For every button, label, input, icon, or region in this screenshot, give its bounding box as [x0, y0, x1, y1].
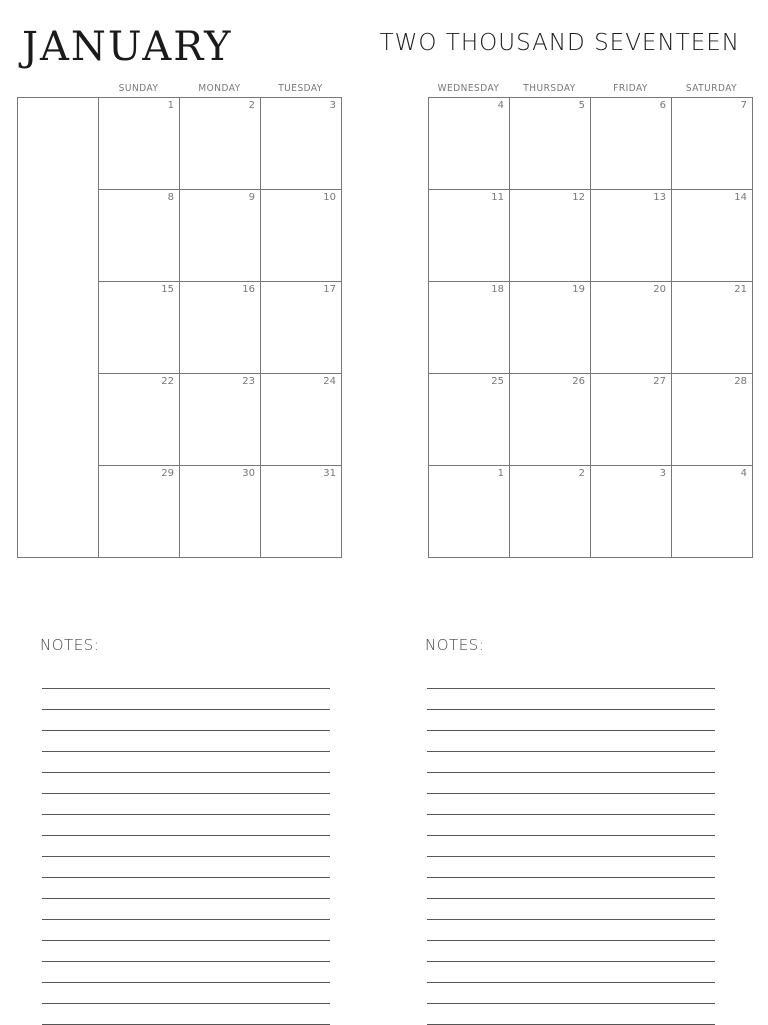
note-line[interactable]	[427, 941, 715, 962]
day-number: 23	[242, 376, 255, 387]
day-number: 7	[740, 100, 747, 111]
day-number: 15	[161, 284, 174, 295]
day-number: 25	[491, 376, 504, 387]
day-number: 16	[242, 284, 255, 295]
day-cell[interactable]	[510, 374, 591, 466]
day-number: 21	[734, 284, 747, 295]
month-title: JANUARY	[22, 24, 233, 70]
note-line[interactable]	[427, 962, 715, 983]
day-cell[interactable]	[672, 466, 753, 558]
day-number: 29	[161, 468, 174, 479]
day-number: 30	[242, 468, 255, 479]
day-number: 18	[491, 284, 504, 295]
day-header-saturday: SATURDAY	[685, 83, 738, 94]
day-number: 8	[167, 192, 174, 203]
day-number: 10	[323, 192, 336, 203]
day-cell[interactable]	[180, 466, 261, 558]
day-cell[interactable]	[261, 190, 342, 282]
day-cell[interactable]	[672, 98, 753, 190]
note-line[interactable]	[42, 899, 330, 920]
day-cell[interactable]	[429, 190, 510, 282]
note-line[interactable]	[427, 899, 715, 920]
day-number: 22	[161, 376, 174, 387]
note-line[interactable]	[42, 941, 330, 962]
day-cell[interactable]	[591, 190, 672, 282]
day-cell[interactable]	[261, 466, 342, 558]
day-header-friday: FRIDAY	[613, 83, 648, 94]
day-number: 28	[734, 376, 747, 387]
note-line[interactable]	[42, 689, 330, 710]
day-cell[interactable]	[261, 98, 342, 190]
day-cell[interactable]	[510, 190, 591, 282]
note-line[interactable]	[42, 668, 330, 689]
day-cell[interactable]	[429, 282, 510, 374]
day-cell[interactable]	[180, 98, 261, 190]
calendar-grid-right	[428, 97, 753, 558]
note-line[interactable]	[427, 857, 715, 878]
day-header-wednesday: WEDNESDAY	[437, 83, 500, 94]
notes-label: NOTES:	[425, 636, 485, 654]
day-cell[interactable]	[591, 374, 672, 466]
note-line[interactable]	[42, 794, 330, 815]
note-line[interactable]	[427, 794, 715, 815]
calendar-grid-left	[17, 97, 342, 558]
note-line[interactable]	[427, 710, 715, 731]
note-line[interactable]	[427, 836, 715, 857]
note-line[interactable]	[42, 857, 330, 878]
day-cell[interactable]	[429, 374, 510, 466]
day-number: 2	[578, 468, 585, 479]
day-header-tuesday: TUESDAY	[278, 83, 323, 94]
day-number: 9	[248, 192, 255, 203]
day-cell[interactable]	[99, 466, 180, 558]
day-cell[interactable]	[180, 374, 261, 466]
day-cell[interactable]	[99, 374, 180, 466]
day-number: 4	[497, 100, 504, 111]
day-header-blank	[17, 81, 98, 97]
day-cell[interactable]	[510, 466, 591, 558]
day-number: 11	[491, 192, 504, 203]
day-number: 12	[572, 192, 585, 203]
notes-label: NOTES:	[40, 636, 100, 654]
note-line[interactable]	[427, 815, 715, 836]
note-line[interactable]	[42, 731, 330, 752]
note-line[interactable]	[427, 731, 715, 752]
day-number: 1	[167, 100, 174, 111]
day-cell[interactable]	[99, 190, 180, 282]
day-cell[interactable]	[672, 374, 753, 466]
day-number: 19	[572, 284, 585, 295]
day-cell[interactable]	[180, 190, 261, 282]
day-header-thursday: THURSDAY	[523, 83, 576, 94]
notes-section-left	[40, 636, 330, 1025]
note-line[interactable]	[427, 773, 715, 794]
notes-section-right	[425, 636, 715, 1025]
day-cell[interactable]	[99, 282, 180, 374]
day-cell[interactable]	[672, 282, 753, 374]
day-number: 2	[248, 100, 255, 111]
day-number: 31	[323, 468, 336, 479]
day-cell[interactable]	[510, 282, 591, 374]
day-number: 26	[572, 376, 585, 387]
note-line[interactable]	[427, 1004, 715, 1025]
day-cell[interactable]	[261, 282, 342, 374]
day-header-row	[428, 81, 753, 97]
note-line[interactable]	[42, 878, 330, 899]
note-line[interactable]	[427, 668, 715, 689]
day-number: 3	[329, 100, 336, 111]
note-line[interactable]	[42, 1004, 330, 1025]
note-line[interactable]	[427, 920, 715, 941]
day-header-monday: MONDAY	[198, 83, 241, 94]
note-lines-left	[40, 668, 330, 1025]
day-cell[interactable]	[261, 374, 342, 466]
day-number: 24	[323, 376, 336, 387]
day-cell[interactable]	[180, 282, 261, 374]
day-cell[interactable]	[591, 466, 672, 558]
note-line[interactable]	[427, 878, 715, 899]
day-number: 17	[323, 284, 336, 295]
note-line[interactable]	[42, 983, 330, 1004]
note-line[interactable]	[427, 689, 715, 710]
note-lines-right	[425, 668, 715, 1025]
calendar-right-page	[428, 81, 753, 558]
note-line[interactable]	[42, 773, 330, 794]
day-number: 1	[497, 468, 504, 479]
day-number: 27	[653, 376, 666, 387]
day-cell[interactable]	[429, 466, 510, 558]
day-number: 5	[578, 100, 585, 111]
day-number: 6	[659, 100, 666, 111]
day-number: 20	[653, 284, 666, 295]
note-line[interactable]	[42, 920, 330, 941]
day-cell[interactable]	[429, 98, 510, 190]
note-line[interactable]	[42, 710, 330, 731]
day-number: 3	[659, 468, 666, 479]
day-number: 4	[740, 468, 747, 479]
note-line[interactable]	[42, 962, 330, 983]
note-line[interactable]	[42, 836, 330, 857]
day-cell[interactable]	[591, 98, 672, 190]
note-line[interactable]	[427, 752, 715, 773]
note-line[interactable]	[427, 983, 715, 1004]
note-line[interactable]	[42, 752, 330, 773]
calendar-left-page	[17, 81, 342, 558]
day-header-sunday: SUNDAY	[118, 83, 159, 94]
day-cell[interactable]	[510, 98, 591, 190]
year-title: TWO THOUSAND SEVENTEEN	[379, 30, 740, 56]
week-side-column[interactable]	[18, 98, 99, 558]
note-line[interactable]	[42, 815, 330, 836]
day-cell[interactable]	[672, 190, 753, 282]
day-cell[interactable]	[99, 98, 180, 190]
day-number: 14	[734, 192, 747, 203]
day-header-row	[17, 81, 342, 97]
day-number: 13	[653, 192, 666, 203]
day-cell[interactable]	[591, 282, 672, 374]
